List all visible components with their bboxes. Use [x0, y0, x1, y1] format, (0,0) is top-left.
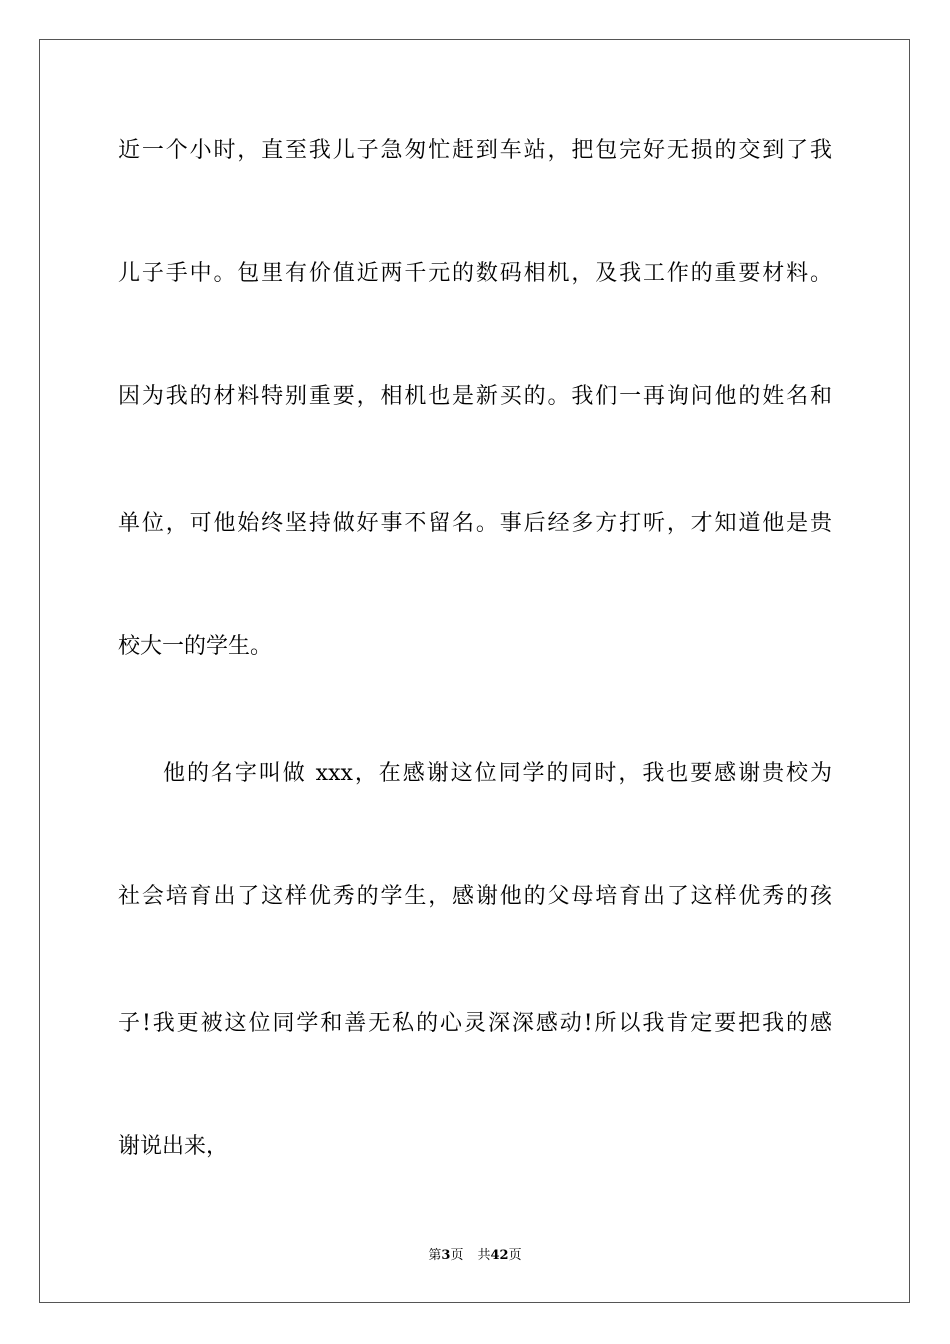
text-line-1: 近一个小时，直至我儿子急匆忙赶到车站，把包完好无损的交到了我 [118, 138, 832, 163]
page-footer [0, 1247, 950, 1265]
footer-total-prefix: 共 [477, 1248, 491, 1263]
text-line-8: 子!我更被这位同学和善无私的心灵深深感动!所以我肯定要把我的感 [118, 1011, 832, 1036]
footer-page-number: 3 [441, 1248, 451, 1263]
text-line-3: 因为我的材料特别重要，相机也是新买的。我们一再询问他的姓名和 [118, 384, 832, 409]
text-line-5: 校大一的学生。 [118, 634, 273, 659]
text-line-6-paragraph-start: 他的名字叫做 xxx，在感谢这位同学的同时，我也要感谢贵校为 [163, 761, 832, 786]
footer-page-prefix: 第 [428, 1248, 442, 1263]
footer-total-pages: 42 [490, 1248, 509, 1263]
text-line-2: 儿子手中。包里有价值近两千元的数码相机，及我工作的重要材料。 [118, 261, 832, 286]
page-border [39, 39, 910, 1303]
text-line-4: 单位，可他始终坚持做好事不留名。事后经多方打听，才知道他是贵 [118, 511, 832, 536]
footer-total-suffix: 页 [508, 1248, 522, 1263]
footer-page-suffix: 页 [450, 1248, 464, 1263]
text-line-9: 谢说出来， [118, 1134, 229, 1159]
text-line-7: 社会培育出了这样优秀的学生，感谢他的父母培育出了这样优秀的孩 [118, 884, 832, 909]
